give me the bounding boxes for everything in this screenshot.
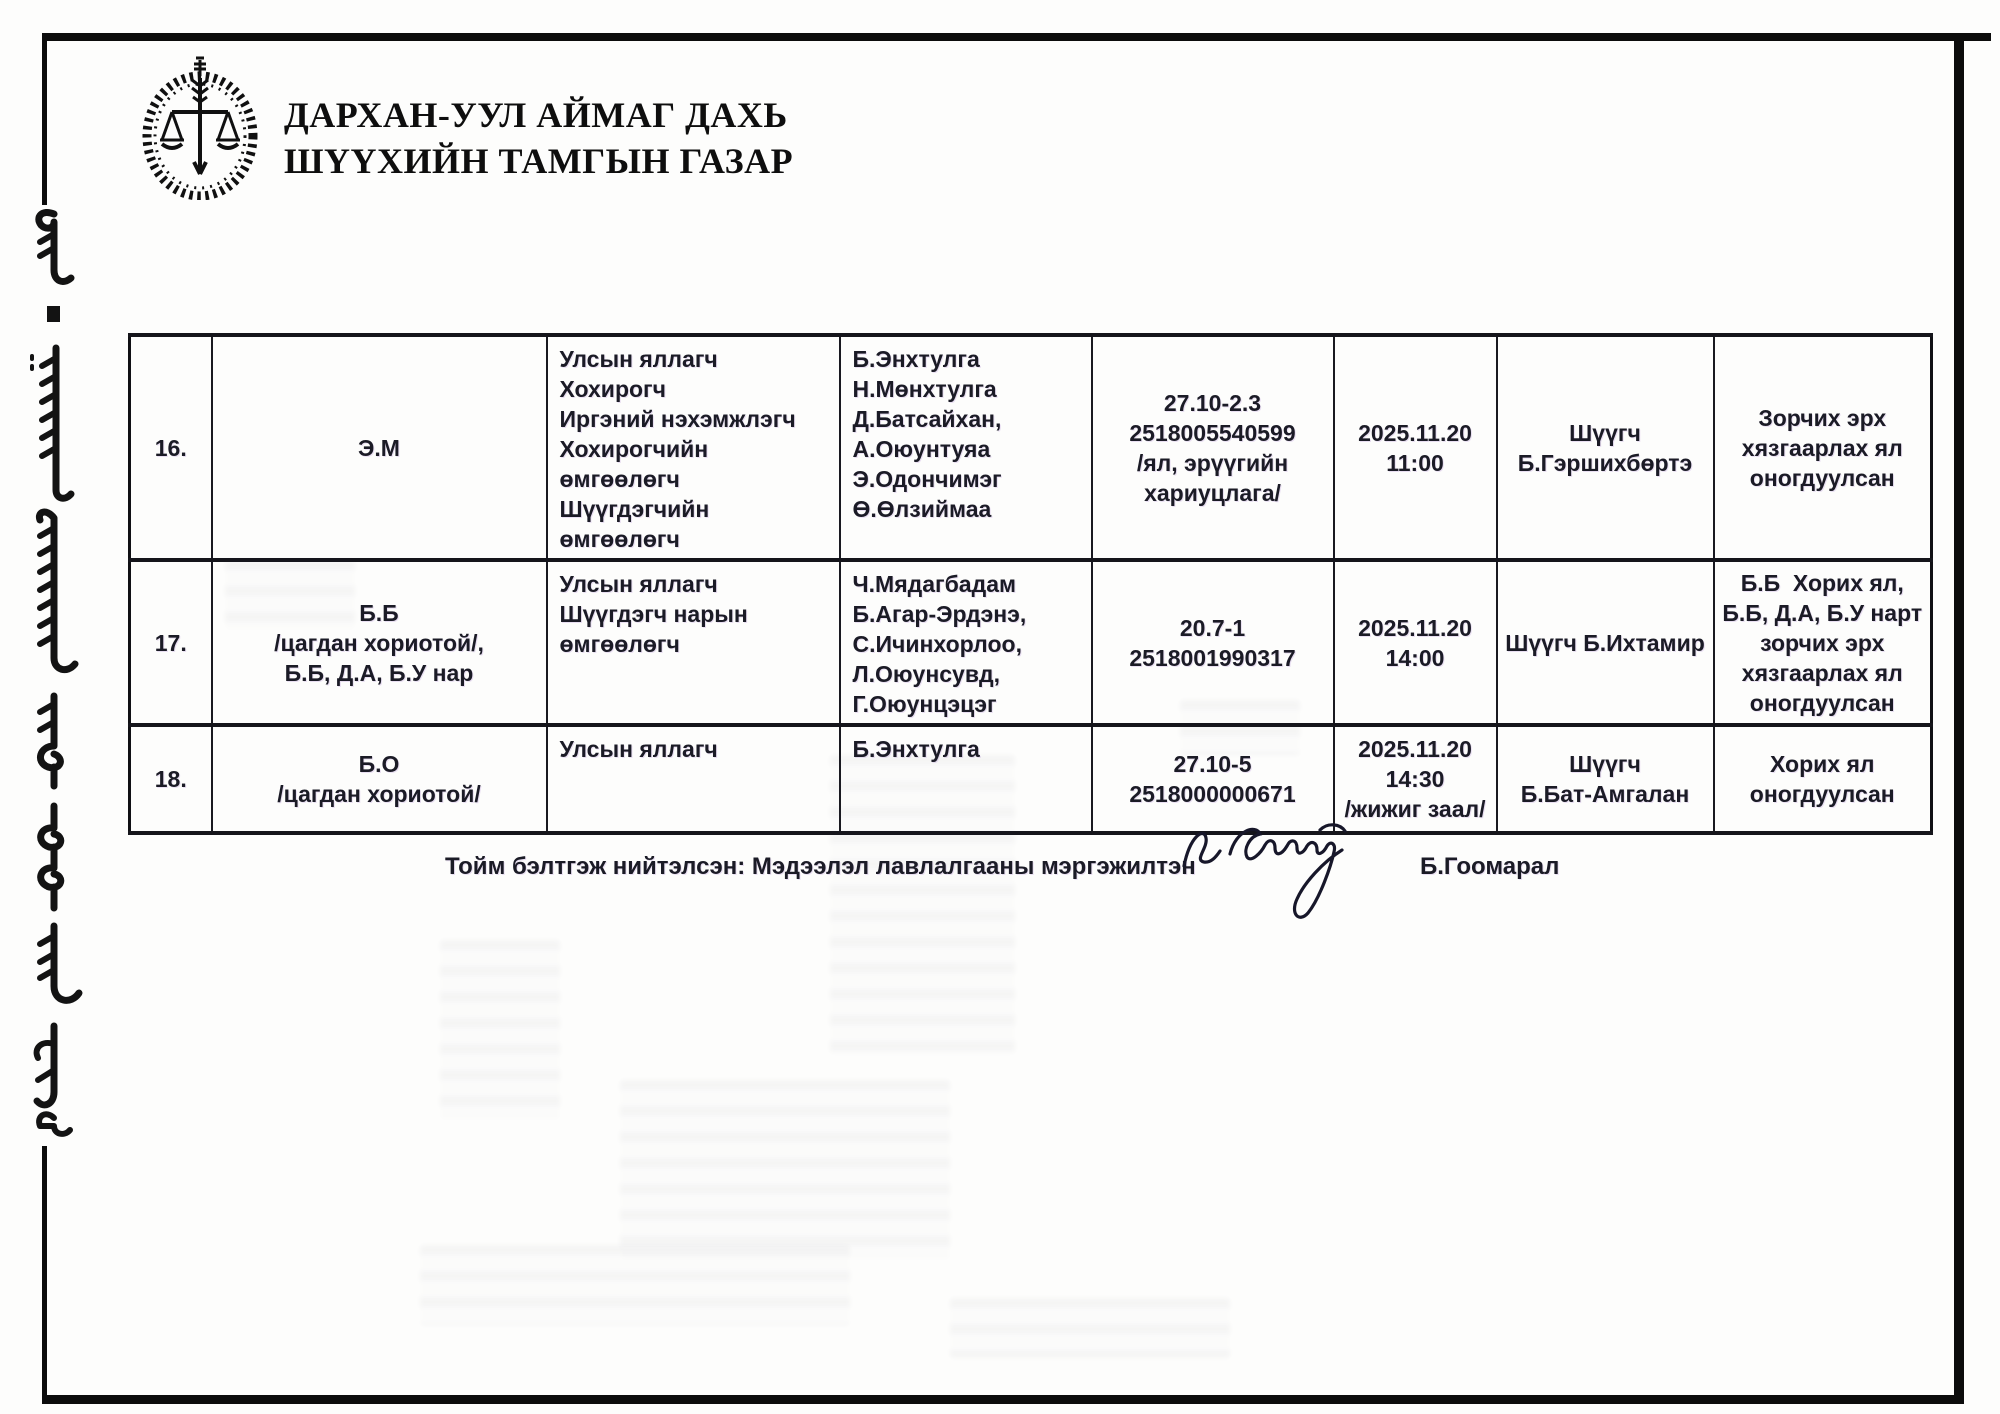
table-cell-decision: Зорчих эрх хязгаарлах ял оногдуулсан — [1714, 335, 1932, 560]
table-cell-judge: Шүүгч Б.Гэршихбөртэ — [1497, 335, 1714, 560]
scan-artifact — [225, 560, 355, 630]
table-cell-index: 17. — [130, 560, 212, 725]
signer-name: Б.Гоомарал — [1420, 853, 1560, 880]
scan-artifact — [420, 1245, 850, 1325]
table-cell-datetime: 2025.11.20 14:30 /жижиг заал/ — [1334, 725, 1497, 833]
scan-artifact — [830, 755, 1015, 1055]
table-cell-case_number: 27.10-2.3 2518005540599 /ял, эрүүгийн хариуцлага/ — [1092, 335, 1334, 560]
table-row — [130, 560, 1932, 725]
prepared-by-caption: Тойм бэлтгэж нийтэлсэн: Мэдээлэл лавлалгааны мэргэжилтэн — [445, 853, 1196, 880]
table-cell-roles: Улсын яллагч Шүүгдэгч нарын өмгөөлөгч — [547, 560, 840, 725]
table-cell-roles: Улсын яллагч — [547, 725, 840, 833]
scan-artifact — [440, 940, 560, 1120]
court-emblem-icon — [138, 56, 262, 200]
page-border-left-lower — [42, 1146, 47, 1404]
org-name — [284, 92, 793, 184]
table-cell-datetime: 2025.11.20 14:00 — [1334, 560, 1497, 725]
table-cell-case_number: 27.10-5 2518000000671 — [1092, 725, 1334, 833]
table-cell-participants: Ч.Мядагбадам Б.Агар-Эрдэнэ, С.Ичинхорлоо, Л.Оюунсувд, Г.Оюунцэцэг — [840, 560, 1092, 725]
table-cell-decision: Б.Б Хорих ял, Б.Б, Д.А, Б.У нарт зорчих эрх хязгаарлах ял оногдуулсан — [1714, 560, 1932, 725]
table-cell-datetime: 2025.11.20 11:00 — [1334, 335, 1497, 560]
mongolian-vertical-script-icon — [20, 206, 84, 1138]
handwritten-signature — [1168, 800, 1378, 940]
scan-artifact — [1180, 700, 1300, 755]
scan-artifact — [620, 1080, 950, 1260]
table-row — [130, 725, 1932, 833]
table-cell-index: 18. — [130, 725, 212, 833]
court-table — [128, 333, 1933, 835]
court-table-body — [130, 335, 1932, 833]
table-cell-judge: Шүүгч Б.Ихтамир — [1497, 560, 1714, 725]
table-cell-participants: Б.Энхтулга Н.Мөнхтулга Д.Батсайхан, А.Оюунтуяа Э.Одончимэг Ө.Өлзиймаа — [840, 335, 1092, 560]
page-border-top — [45, 33, 1991, 41]
org-name-line1: ДАРХАН-УУЛ АЙМАГ ДАХЬ — [284, 95, 788, 135]
table-cell-index: 16. — [130, 335, 212, 560]
table-cell-judge: Шүүгч Б.Бат-Амгалан — [1497, 725, 1714, 833]
table-row — [130, 335, 1932, 560]
table-cell-parties: Б.О /цагдан хориотой/ — [212, 725, 547, 833]
table-cell-parties: Э.М — [212, 335, 547, 560]
table-cell-parties: Б.Б /цагдан хориотой/, Б.Б, Д.А, Б.У нар — [212, 560, 547, 725]
page-border-right — [1954, 33, 1964, 1404]
table-cell-decision: Хорих ял оногдуулсан — [1714, 725, 1932, 833]
page-border-left-upper — [42, 33, 47, 205]
table-cell-roles: Улсын яллагч Хохирогч Иргэний нэхэмжлэгч Хохирогчийн өмгөөлөгч Шүүгдэгчийн өмгөөлөгч — [547, 335, 840, 560]
table-cell-case_number: 20.7-1 2518001990317 — [1092, 560, 1334, 725]
scan-artifact — [950, 1298, 1230, 1358]
table-cell-participants: Б.Энхтулга — [840, 725, 1092, 833]
org-name-line2: ШҮҮХИЙН ТАМГЫН ГАЗАР — [284, 141, 794, 181]
page-border-bottom — [45, 1395, 1964, 1404]
